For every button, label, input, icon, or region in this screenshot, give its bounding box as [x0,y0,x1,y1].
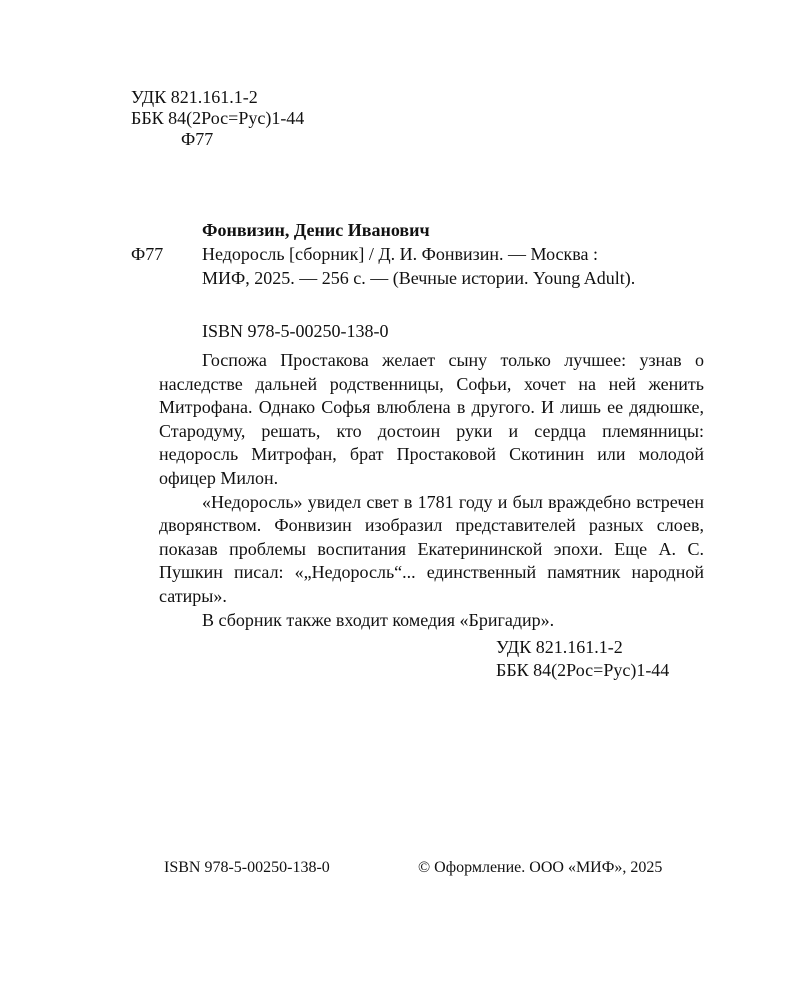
abstract [159,349,704,632]
abstract-paragraph: В сборник также входит комедия «Бригадир». [202,609,555,630]
bibliographic-description-line-1: Недоросль [сборник] / Д. И. Фонвизин. — Москва : [202,244,599,264]
author-heading: Фонвизин, Денис Иванович [202,220,430,240]
footer-isbn: ISBN 978-5-00250-138-0 [164,859,330,876]
udk-code-top: УДК 821.161.1-2 [131,87,258,107]
author-mark-top: Ф77 [181,129,214,149]
abstract-paragraph: «Недоросль» увидел свет в 1781 году и был враждебно встречен дворянством. Фонвизин изобразил представителей разных слоев, показав проблемы воспитания Екатерининской эпохи. Еще А. С. Пушкин писал: «„Недоросль“... единственный памятник народной сатиры». [159,491,704,606]
isbn-main: ISBN 978-5-00250-138-0 [202,321,389,341]
bbk-code-top: ББК 84(2Рос=Рус)1-44 [131,108,305,128]
abstract-paragraph: Госпожа Простакова желает сыну только лучшее: узнав о наследстве дальней родственницы, Софьи, хочет на ней женить Митрофана. Однако Софья влюблена в другого. И лишь ее дядюшке, Стародуму, решать, кто достоин руки и сердца племянницы: недоросль Митрофан, брат Простаковой Скотинин или молодой офицер Милон. [159,350,704,488]
bbk-code-bottom: ББК 84(2Рос=Рус)1-44 [496,660,670,680]
udk-code-bottom: УДК 821.161.1-2 [496,637,623,657]
author-mark: Ф77 [131,244,164,264]
footer-copyright: © Оформление. ООО «МИФ», 2025 [418,859,663,876]
bibliographic-description-line-2: МИФ, 2025. — 256 с. — (Вечные истории. Young Adult). [202,268,636,288]
